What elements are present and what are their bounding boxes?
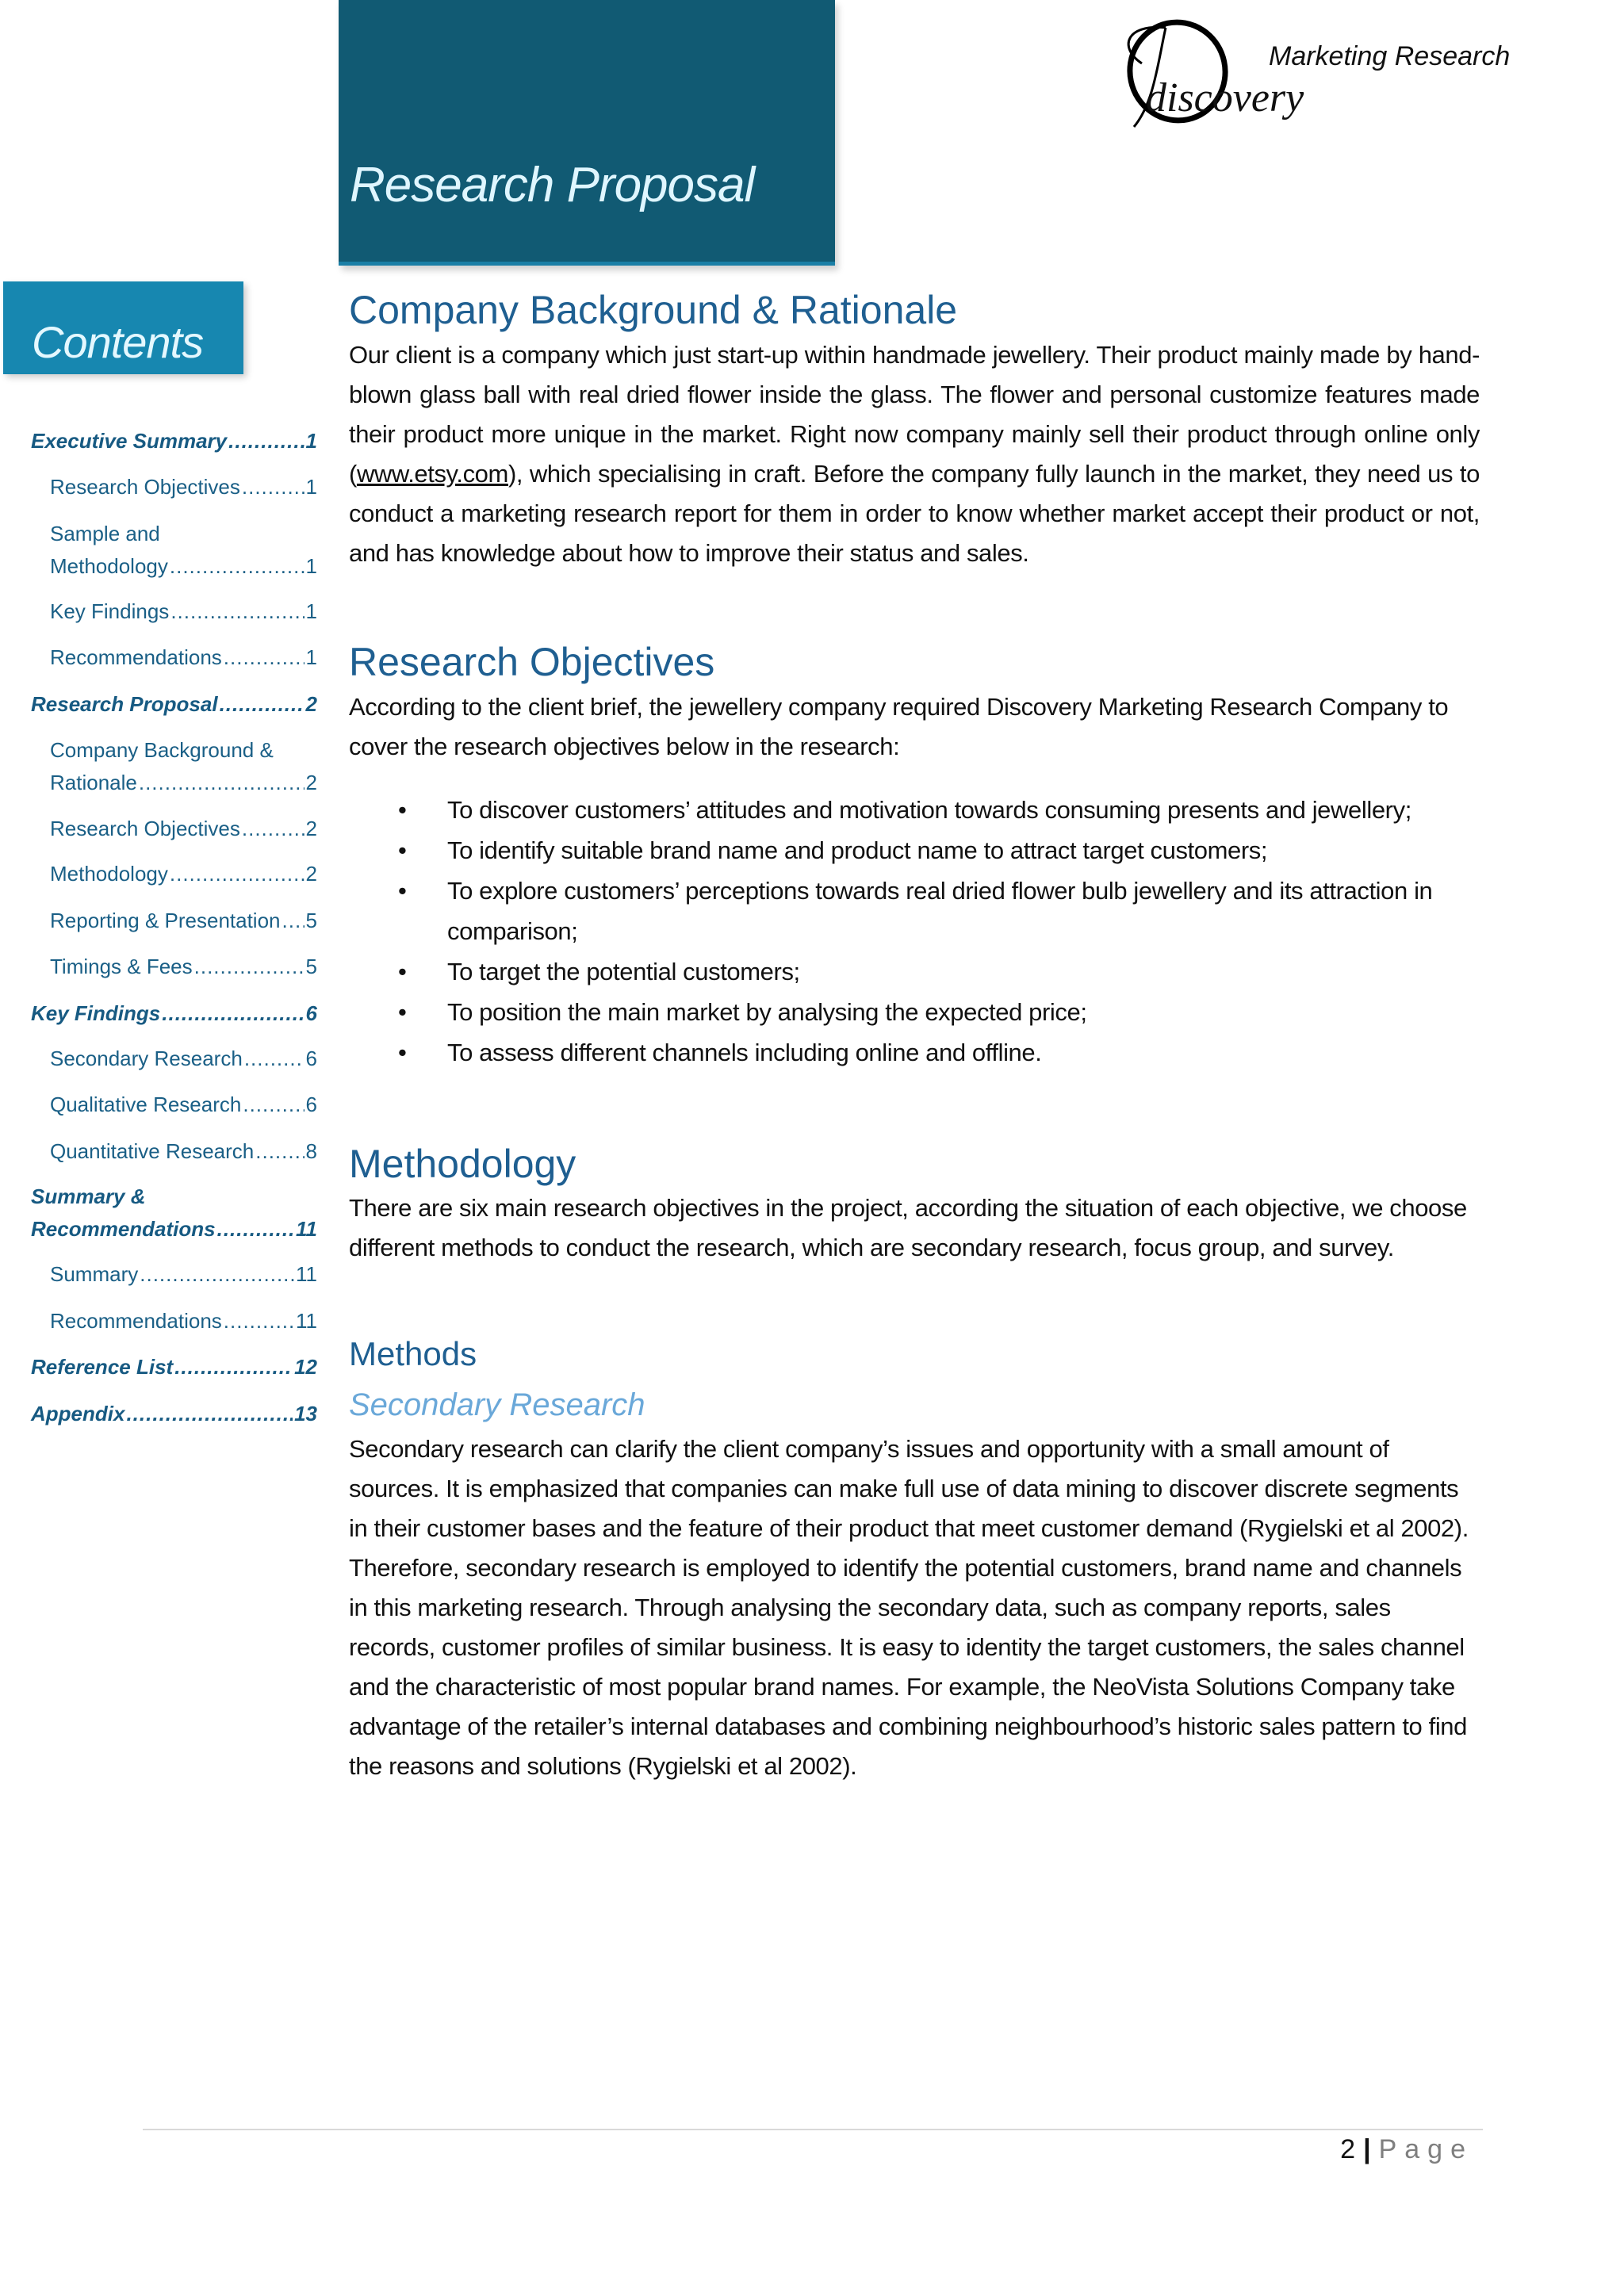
toc-item-page: 2 bbox=[305, 771, 317, 794]
objective-item bbox=[349, 1032, 1480, 1073]
toc-item[interactable] bbox=[31, 1355, 317, 1380]
toc-item[interactable] bbox=[31, 1001, 317, 1026]
toc-item-label: Recommendations bbox=[50, 1309, 222, 1333]
toc-leader bbox=[220, 692, 304, 717]
toc-item-page: 11 bbox=[296, 1309, 317, 1333]
logo-discovery-text: discovery bbox=[1146, 75, 1304, 121]
secondary-research-paragraph: Secondary research can clarify the client company’s issues and opportunity with a small amount of sources. It is emphasized that companies can make full use of data mining to discover discrete segments in their customer bases and the feature of their product that meet customer demand (Rygielski et al 2002). Therefore, secondary research is employed to identify the potential customers, brand name and channels in this marketing research. Through analysing the secondary data, such as company reports, sales records, customer profiles of similar business. It is easy to identity the target customers, the sales channel and the characteristic of most popular brand names. For example, the NeoVista Solutions Company take advantage of the retailer’s internal databases and combining neighbourhood’s historic sales pattern to find the reasons and solutions (Rygielski et al 2002). bbox=[349, 1435, 1469, 1780]
toc-item-label-line1[interactable]: Summary & bbox=[31, 1184, 146, 1208]
toc-item[interactable] bbox=[31, 1402, 317, 1426]
page-number: 2 bbox=[1340, 2134, 1356, 2164]
toc-item-page: 11 bbox=[296, 1262, 317, 1286]
toc-item-page: 1 bbox=[305, 429, 317, 453]
toc-item[interactable] bbox=[50, 475, 317, 499]
toc-leader bbox=[243, 1093, 304, 1117]
toc-leader bbox=[282, 909, 304, 933]
toc-item-label: Key Findings bbox=[50, 599, 170, 623]
toc-item-label: Executive Summary bbox=[31, 429, 228, 453]
toc-leader bbox=[217, 1217, 294, 1242]
toc-leader bbox=[194, 955, 304, 979]
objective-item bbox=[349, 790, 1480, 830]
toc-item-label: Appendix bbox=[31, 1402, 125, 1425]
toc-item[interactable] bbox=[50, 599, 317, 624]
toc-item[interactable] bbox=[50, 1139, 317, 1164]
bullet-icon: • bbox=[398, 877, 407, 905]
objective-item bbox=[349, 992, 1480, 1032]
toc-item-page: 2 bbox=[305, 692, 317, 716]
toc-item[interactable] bbox=[31, 692, 317, 717]
toc-item-page: 12 bbox=[294, 1355, 317, 1379]
contents-title: Contents bbox=[32, 317, 204, 367]
toc-item-label-line1[interactable]: Sample and bbox=[50, 522, 160, 545]
toc-leader bbox=[140, 1262, 294, 1287]
toc-item-label: Summary bbox=[50, 1262, 139, 1286]
toc-leader bbox=[224, 645, 304, 670]
objective-item bbox=[349, 830, 1480, 871]
toc-item-label: Quantitative Research bbox=[50, 1139, 255, 1163]
toc-item-page: 6 bbox=[305, 1001, 317, 1025]
heading-company-background: Company Background & Rationale bbox=[349, 288, 958, 332]
toc-item[interactable] bbox=[50, 955, 317, 979]
objective-item bbox=[349, 871, 1480, 951]
toc-item-page: 11 bbox=[296, 1217, 317, 1241]
toc-item-page: 2 bbox=[305, 817, 317, 840]
etsy-link[interactable]: www.etsy.com bbox=[356, 460, 508, 488]
toc-leader bbox=[170, 554, 304, 579]
toc-item[interactable] bbox=[50, 862, 317, 886]
toc-leader bbox=[126, 1402, 293, 1426]
toc-leader bbox=[174, 1355, 293, 1380]
heading-research-objectives: Research Objectives bbox=[349, 640, 715, 684]
toc-item-label: Research Proposal bbox=[31, 692, 218, 716]
toc-item-label: Recommendations bbox=[31, 1217, 216, 1241]
objective-text: To assess different channels including online and offline. bbox=[447, 1039, 1042, 1066]
bullet-icon: • bbox=[398, 998, 407, 1026]
toc-item-label: Key Findings bbox=[31, 1001, 161, 1025]
page-label: Page bbox=[1378, 2134, 1473, 2164]
page-footer bbox=[1340, 2134, 1473, 2165]
toc-item-page: 13 bbox=[294, 1402, 317, 1425]
toc-item-page: 1 bbox=[305, 554, 317, 578]
heading-secondary-research: Secondary Research bbox=[349, 1387, 645, 1422]
toc-item-label: Research Objectives bbox=[50, 817, 240, 840]
toc-leader bbox=[170, 599, 304, 624]
header-banner bbox=[339, 0, 835, 266]
toc-item-page: 6 bbox=[305, 1047, 317, 1070]
toc-leader bbox=[224, 1309, 294, 1334]
toc-item-page: 2 bbox=[305, 862, 317, 886]
heading-methodology: Methodology bbox=[349, 1142, 576, 1186]
toc-item-page: 8 bbox=[305, 1139, 317, 1163]
objective-text: To explore customers’ perceptions towards real dried flower bulb jewellery and its attraction in comparison; bbox=[447, 877, 1433, 945]
toc-item[interactable] bbox=[50, 645, 317, 670]
toc-item-label: Recommendations bbox=[50, 645, 222, 669]
toc-leader bbox=[162, 1001, 304, 1026]
toc-item-label: Secondary Research bbox=[50, 1047, 243, 1070]
toc-leader bbox=[255, 1139, 304, 1164]
document-title: Research Proposal bbox=[350, 158, 755, 212]
heading-methods: Methods bbox=[349, 1335, 477, 1372]
footer-separator: | bbox=[1363, 2134, 1371, 2164]
toc-item[interactable] bbox=[50, 909, 317, 933]
contents-banner bbox=[3, 281, 243, 374]
objectives-list bbox=[349, 790, 1480, 1073]
toc-item[interactable] bbox=[50, 554, 317, 579]
toc-leader bbox=[242, 475, 304, 499]
toc-item[interactable] bbox=[50, 1047, 317, 1071]
toc-item[interactable] bbox=[50, 771, 317, 795]
toc-item[interactable] bbox=[31, 429, 317, 453]
background-text: Our client is a company which just start-up within handmade jewellery. Their product mainly made by hand-blown glass ball with real dried flower inside the glass. The flower and personal customize features made their product more unique in the market. Right now company mainly sell their product through online only ( bbox=[349, 341, 1480, 488]
objective-text: To position the main market by analysing the expected price; bbox=[447, 998, 1087, 1026]
toc-item-label: Qualitative Research bbox=[50, 1093, 242, 1116]
toc-item-page: 1 bbox=[305, 599, 317, 623]
toc-item-label: Methodology bbox=[50, 554, 168, 578]
objective-text: To identify suitable brand name and product name to attract target customers; bbox=[447, 836, 1268, 864]
objective-text: To discover customers’ attitudes and motivation towards consuming presents and jewellery; bbox=[447, 796, 1411, 824]
toc-item[interactable] bbox=[50, 1093, 317, 1117]
toc-leader bbox=[139, 771, 304, 795]
toc-item-label: Reference List bbox=[31, 1355, 174, 1379]
toc-item-page: 1 bbox=[305, 475, 317, 499]
background-paragraph bbox=[349, 335, 1480, 573]
toc-item[interactable] bbox=[50, 817, 317, 841]
objective-item bbox=[349, 951, 1480, 992]
methodology-paragraph: There are six main research objectives in the project, according the situation of each objective, we choose different methods to conduct the research, which are secondary research, focus group, and survey. bbox=[349, 1194, 1467, 1261]
bullet-icon: • bbox=[398, 1039, 407, 1066]
bullet-icon: • bbox=[398, 958, 407, 985]
toc-leader bbox=[242, 817, 304, 841]
bullet-icon: • bbox=[398, 796, 407, 824]
company-logo bbox=[1110, 16, 1522, 143]
logo-marketing-text: Marketing Research bbox=[1269, 41, 1511, 71]
toc-item-label-line1[interactable]: Company Background & bbox=[50, 738, 274, 762]
toc-item[interactable] bbox=[50, 1262, 317, 1287]
toc-item-label: Timings & Fees bbox=[50, 955, 193, 978]
toc-item-label: Rationale bbox=[50, 771, 137, 794]
background-text-cont: ), which specialising in craft. Before the company fully launch in the market, they need us to conduct a marketing research report for them in order to know whether market accept their product or not, and has knowledge about how to improve their status and sales. bbox=[349, 460, 1480, 567]
bullet-icon: • bbox=[398, 836, 407, 864]
toc-item-page: 5 bbox=[305, 955, 317, 978]
toc-item[interactable] bbox=[50, 1309, 317, 1334]
toc-item-label: Methodology bbox=[50, 862, 168, 886]
toc-leader bbox=[170, 862, 304, 886]
objective-text: To target the potential customers; bbox=[447, 958, 800, 985]
toc-item-label: Research Objectives bbox=[50, 475, 240, 499]
toc-item-label: Reporting & Presentation bbox=[50, 909, 281, 932]
toc-item-page: 6 bbox=[305, 1093, 317, 1116]
toc-item-page: 5 bbox=[305, 909, 317, 932]
toc-leader bbox=[228, 429, 304, 453]
footer-divider bbox=[143, 2129, 1483, 2130]
toc-item[interactable] bbox=[31, 1217, 317, 1242]
toc-leader bbox=[244, 1047, 304, 1071]
toc-item-page: 1 bbox=[305, 645, 317, 669]
objectives-intro: According to the client brief, the jewellery company required Discovery Marketing Research Company to cover the research objectives below in the research: bbox=[349, 693, 1449, 760]
